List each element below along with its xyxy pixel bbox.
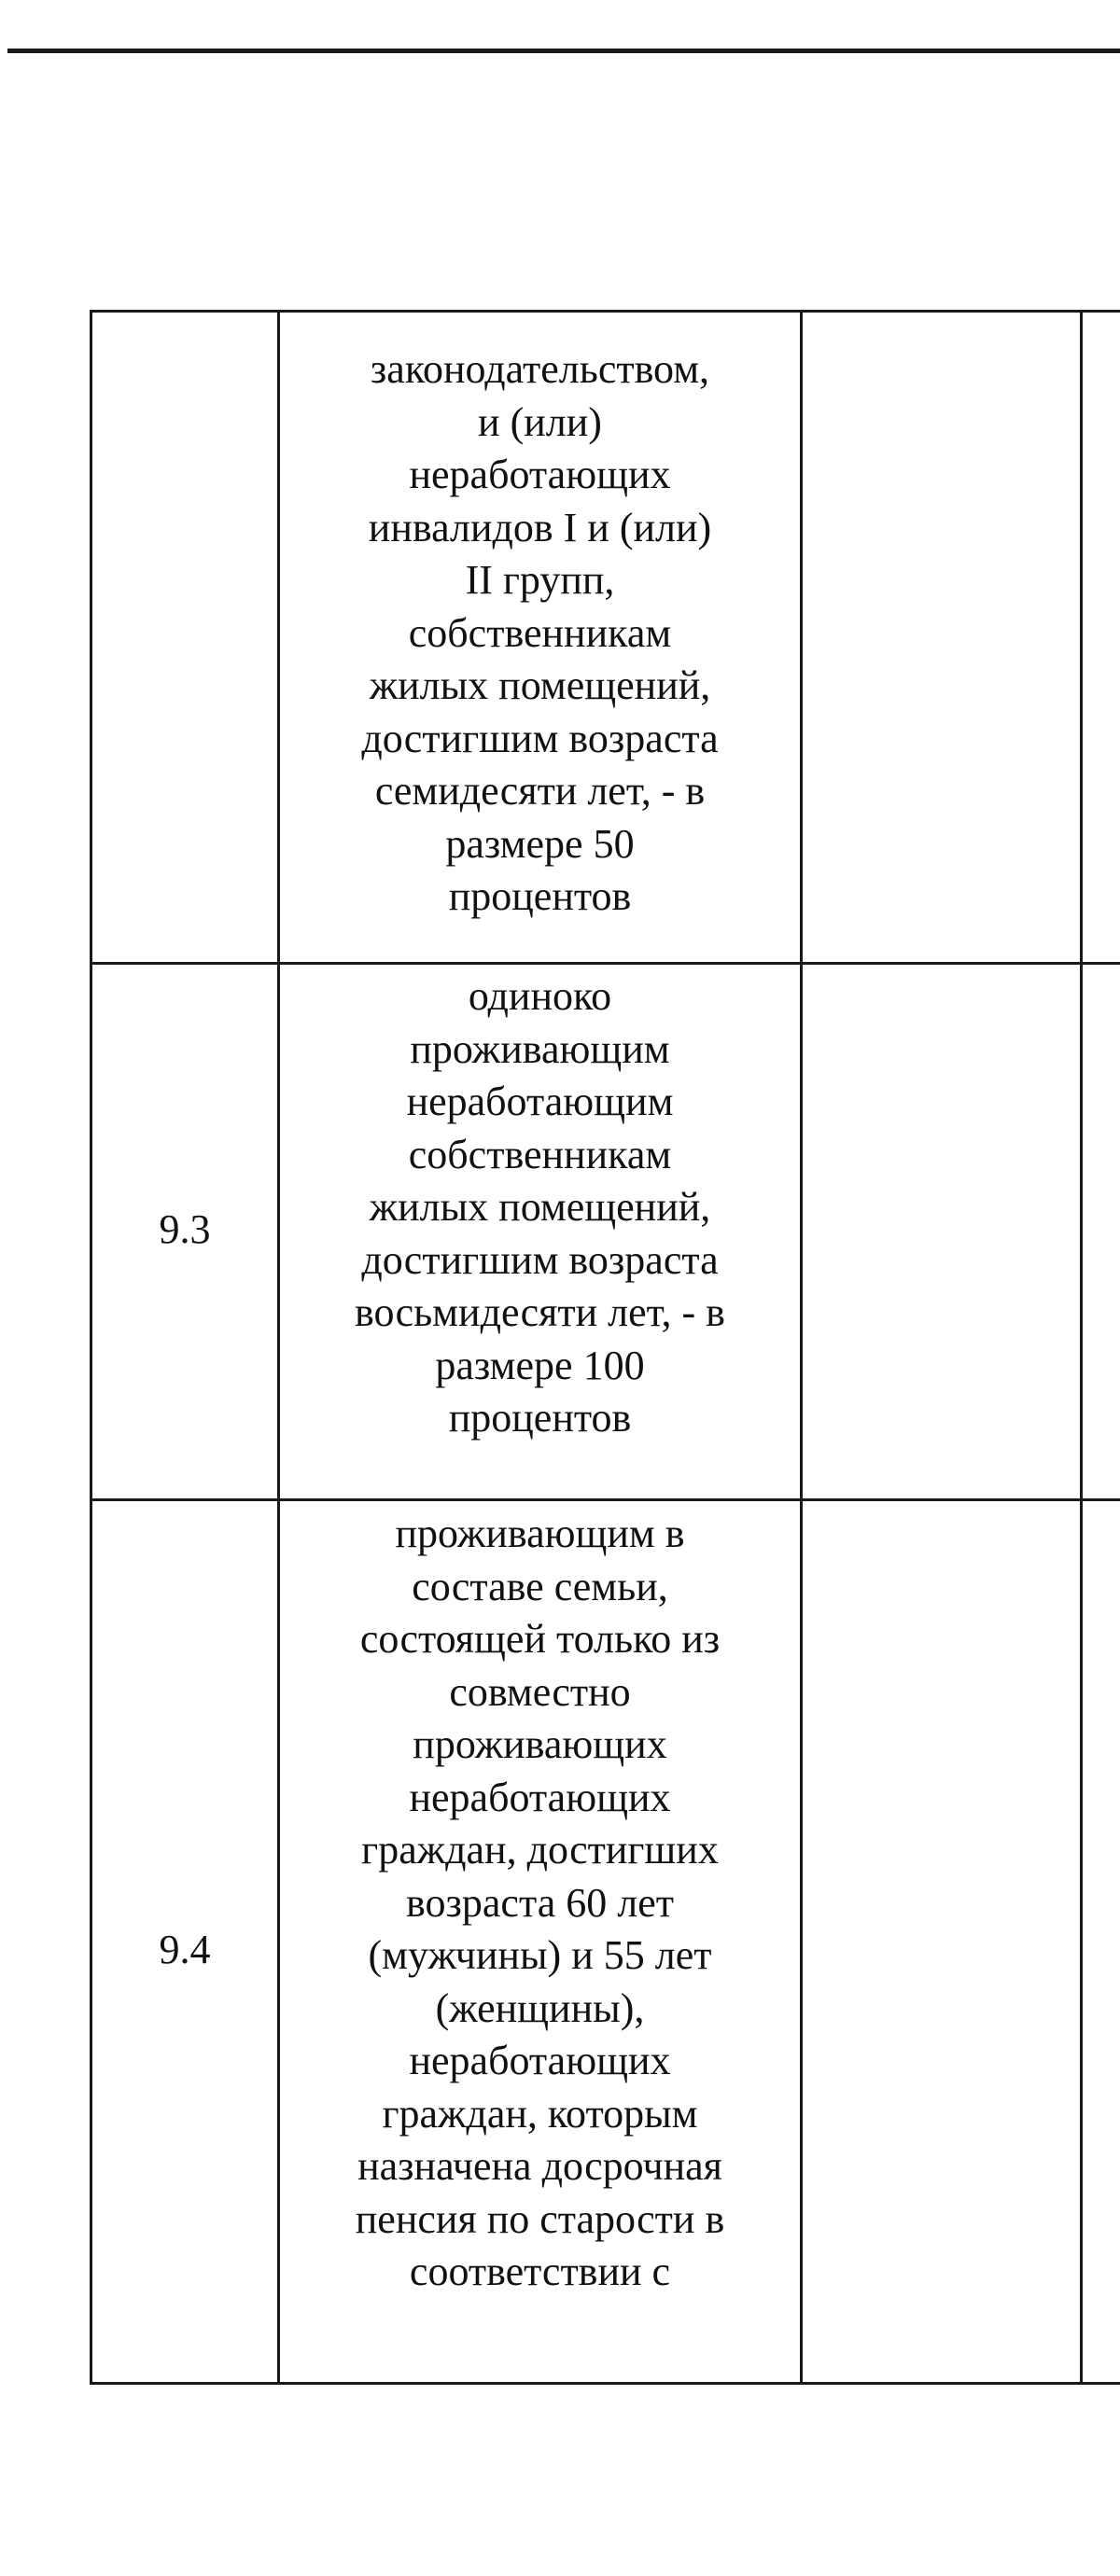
row-number: 9.4 (159, 1927, 211, 1972)
table-border-left (90, 310, 92, 2385)
table-border-bottom (90, 2382, 1120, 2385)
column-divider-3 (1080, 310, 1083, 2385)
row-divider-2 (90, 1498, 1120, 1501)
header-rule (7, 49, 1120, 53)
column-divider-2 (800, 310, 803, 2385)
row-description: законодательством, и (или) неработающих инвалидов I и (или) II групп, собственникам жилых помещений, достигшим возраста семидесяти лет, - в размере 50 процентов (361, 346, 719, 919)
row-description: одиноко проживающим неработающим собственникам жилых помещений, достигшим возраста восьмидесяти лет, - в размере 100 процентов (355, 973, 725, 1441)
table-border-top (90, 310, 1120, 313)
row-description: проживающим в составе семьи, состоящей только из совместно проживающих неработающих граждан, достигших возраста 60 лет (мужчины) и 55 лет (женщины), неработающих граждан, которым назначена досрочная пенсия по старости в соответствии с (355, 1511, 725, 2294)
row-number: 9.3 (159, 1206, 211, 1252)
row-divider-1 (90, 962, 1120, 965)
